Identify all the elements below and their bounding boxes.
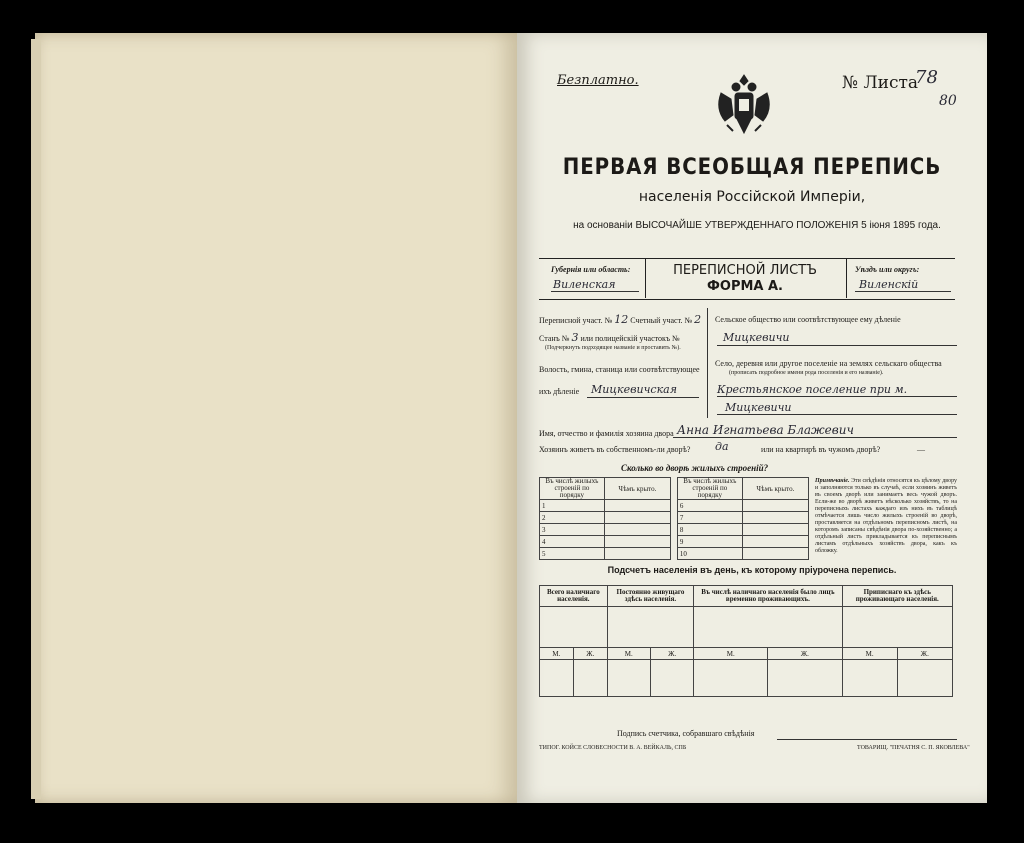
count-f: Ж. [650,648,693,660]
table-cell: 10 [677,548,742,560]
buildings-col1-header: Въ числѣ жилыхъ строеній по порядку [540,478,605,500]
owner-rent-value: — [917,445,925,454]
stan-note: (Подчеркнуть подходящее названіе и проставить №). [545,345,681,351]
table-cell: 2 [540,512,605,524]
count-m: М. [607,648,650,660]
owner-live-label: Хозяинъ живетъ въ собственномъ-ли дворѣ? [539,445,691,454]
left-page-edge [31,39,41,799]
count-m: М. [842,648,897,660]
sheet-number-hand2: 80 [939,93,957,109]
village-label: Село, деревня или другое поселеніе на землях сельскаго общества [715,359,942,368]
village-value: Крестьянское поселение при м. [717,383,908,396]
fields-divider [707,308,708,418]
sheet-title: ПЕРЕПИСНОЙ ЛИСТЪ [673,263,817,278]
table-cell: 3 [540,524,605,536]
province-label: Губернія или область: [551,265,631,274]
village-society-label: Сельское общество или соотвѣтствующее ему дѣленіе [715,315,901,324]
signature-label: Подпись счетчика, собравшаго свѣдѣнія [617,729,755,738]
owner-label: Имя, отчество и фамилія хозяина двора [539,429,674,438]
footer-left: ТИПОГ. КОЙСЕ СЛОВЕСНОСТИ В. А. ВЕЙКАЛЬ, СПБ [539,745,687,751]
census-section-label: Переписной участ. № 12 Счетный участ. № 2 [539,313,702,326]
table-cell: 7 [677,512,742,524]
table-cell: 5 [540,548,605,560]
count-header-1: Всего наличнаго населенія. [540,586,608,607]
owner-live-value: да [715,440,729,453]
village-society-value: Мицкевичи [723,331,790,344]
count-f: Ж. [897,648,952,660]
count-title: Подсчетъ населенія въ день, къ которому пріурочена перепись. [607,565,897,575]
count-table [539,585,953,697]
village-value-2: Мицкевичи [725,401,792,414]
buildings-col2-header: Чѣмъ крыто. [604,478,670,500]
volost-value: Мицкевичская [591,383,678,396]
buildings-label: Сколько во дворѣ жилыхъ строеній? [621,463,769,473]
volost-label-2: ихъ дѣленіе [539,387,580,396]
village-note: (прописать подробное имени рода поселенія и его названіе). [729,370,884,376]
form-title: ФОРМА А. [707,279,783,294]
count-m: М. [540,648,574,660]
buildings-col4-header: Чѣмъ крыто. [742,478,808,500]
buildings-table [539,477,809,560]
footer-right: ТОВАРИЩ. "ПЕЧАТНЯ С. П. ЯКОВЛЕВА" [857,745,970,751]
double-headed-eagle-icon [713,71,775,141]
count-header-4: Приписнаго къ здѣсь проживающаго населенія. [842,586,952,607]
free-label: Безплатно. [557,73,639,88]
right-page [517,33,987,803]
volost-label: Волость, гмина, станица или соотвѣтствующее [539,365,700,374]
note-block: Примѣчаніе. Эти свѣдѣнія относятся къ цѣлому двору и заполняются только въ случаѣ, если хозяинъ живетъ въ своемъ дворѣ или занимаетъ весь чужой дворъ. Если-же во дворѣ живетъ нѣсколько хозяйствъ, то на переписныхъ листахъ каждаго изъ нихъ въ таблицѣ отмѣчается лишь число жилыхъ строеній во дворѣ, проставляется на отдѣльномъ переписномъ листѣ, на которомъ записаны свѣдѣнія двора по-хозяйственно; а отдѣльный листъ прикладывается къ переписнымъ листамъ отдѣльныхъ хозяйствъ двора, какъ къ обложку. [815,478,958,554]
owner-rent-label: или на квартирѣ въ чужомъ дворѣ? [761,445,881,454]
province-value: Виленская [553,278,616,291]
count-header-3: Въ числѣ наличнаго населенія было лицъ временно проживающихъ. [694,586,842,607]
title-main: ПЕРВАЯ ВСЕОБЩАЯ ПЕРЕПИСЬ [562,155,942,180]
owner-value: Анна Игнатьева Блажевич [677,423,854,437]
table-cell: 9 [677,536,742,548]
buildings-col3-header: Въ числѣ жилыхъ строеній по порядку [677,478,742,500]
count-m: М. [694,648,768,660]
table-cell: 8 [677,524,742,536]
title-basis: на основаніи ВЫСОЧАЙШЕ УТВЕРЖДЕННАГО ПОЛОЖЕНІЯ 5 іюня 1895 года. [573,220,941,231]
sheet-number-hand: 78 [915,67,938,88]
district-label: Уѣздъ или округъ: [855,265,920,274]
district-value: Виленскій [859,278,919,291]
table-cell: 1 [540,500,605,512]
stan-label: Станъ № 3 или полицейскій участокъ № [539,331,680,344]
table-cell: 6 [677,500,742,512]
table-cell: 4 [540,536,605,548]
sheet-number-label: № Листа [842,73,919,93]
count-f: Ж. [768,648,842,660]
count-f: Ж. [573,648,607,660]
title-sub: населенія Россійской Имперіи, [638,189,866,205]
count-header-2: Постоянно живущаго здѣсь населенія. [607,586,694,607]
left-page [35,33,517,803]
